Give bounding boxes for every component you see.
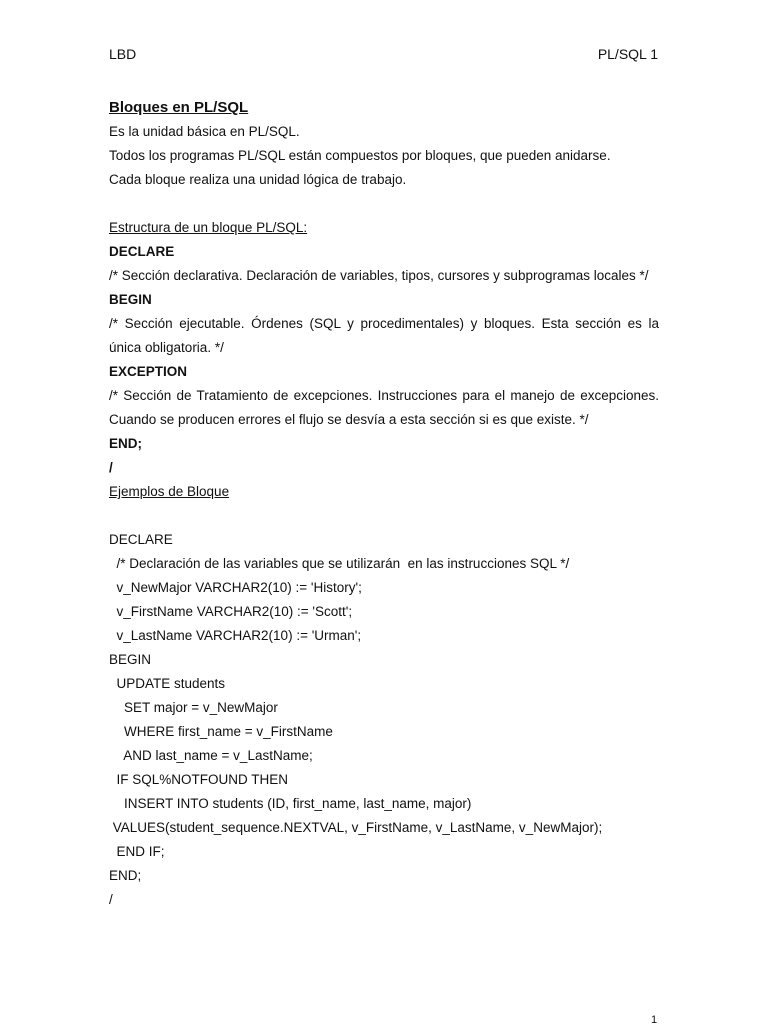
code-line: IF SQL%NOTFOUND THEN xyxy=(109,772,289,787)
code-line: v_FirstName VARCHAR2(10) := 'Scott'; xyxy=(109,604,353,619)
code-block xyxy=(109,528,659,912)
code-line: v_NewMajor VARCHAR2(10) := 'History'; xyxy=(109,580,362,595)
exception-comment: /* Sección de Tratamiento de excepciones. Instrucciones para el manejo de excepciones. Cuando se producen errores el flujo se desvía a esta sección si es que existe. */ xyxy=(109,388,659,427)
code-line: END; xyxy=(109,868,142,883)
code-line: WHERE first_name = v_FirstName xyxy=(109,724,333,739)
intro-line: Todos los programas PL/SQL están compuestos por bloques, que pueden anidarse. xyxy=(109,148,611,163)
intro-line: Es la unidad básica en PL/SQL. xyxy=(109,124,300,139)
page-content xyxy=(109,96,659,912)
declare-comment: /* Sección declarativa. Declaración de variables, tipos, cursores y subprogramas locales */ xyxy=(109,268,649,283)
code-line: AND last_name = v_LastName; xyxy=(109,748,313,763)
end-keyword: END; xyxy=(109,436,142,451)
code-line: INSERT INTO students (ID, first_name, last_name, major) xyxy=(109,796,472,811)
code-line: DECLARE xyxy=(109,532,173,547)
slash-terminator: / xyxy=(109,460,113,475)
section-title: Bloques en PL/SQL xyxy=(109,99,249,116)
code-line: END IF; xyxy=(109,844,165,859)
code-line: VALUES(student_sequence.NEXTVAL, v_FirstName, v_LastName, v_NewMajor); xyxy=(109,820,603,835)
code-line: / xyxy=(109,892,113,907)
header-right: PL/SQL 1 xyxy=(597,46,658,62)
code-line: BEGIN xyxy=(109,652,152,667)
declare-keyword: DECLARE xyxy=(109,244,175,259)
code-line: UPDATE students xyxy=(109,676,226,691)
examples-heading: Ejemplos de Bloque xyxy=(109,484,230,499)
begin-keyword: BEGIN xyxy=(109,292,152,307)
code-line: /* Declaración de las variables que se utilizarán en las instrucciones SQL */ xyxy=(109,556,570,571)
structure-heading: Estructura de un bloque PL/SQL: xyxy=(109,220,308,235)
header-left: LBD xyxy=(109,46,137,62)
intro-line: Cada bloque realiza una unidad lógica de trabajo. xyxy=(109,172,407,187)
page-number: 1 xyxy=(651,1014,658,1026)
code-line: v_LastName VARCHAR2(10) := 'Urman'; xyxy=(109,628,362,643)
exception-keyword: EXCEPTION xyxy=(109,364,188,379)
code-line: SET major = v_NewMajor xyxy=(109,700,278,715)
begin-comment: /* Sección ejecutable. Órdenes (SQL y procedimentales) y bloques. Esta sección es la única obligatoria. */ xyxy=(109,316,659,355)
